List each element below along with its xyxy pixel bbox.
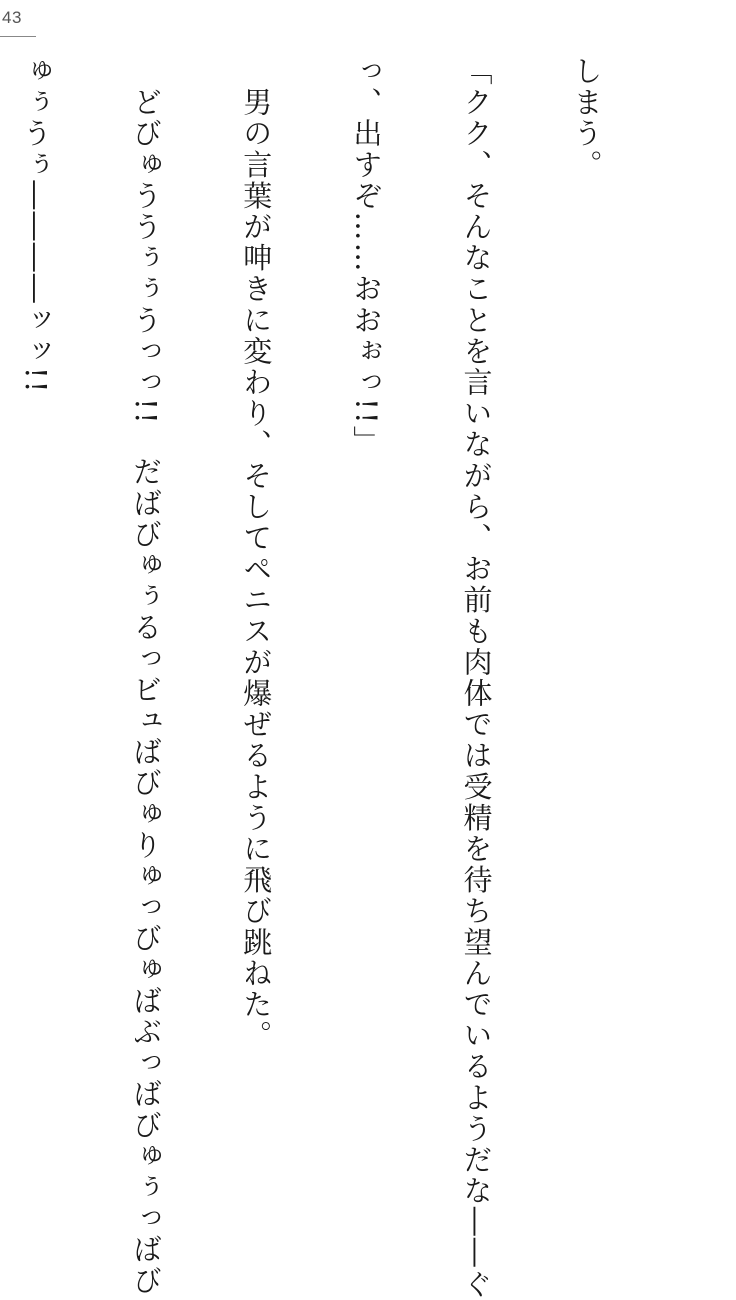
text-line: 「クク、そんなことを言いながら、お前も肉体では受精を待ち望んでいるようだな――ぐ — [459, 56, 494, 1300]
text-line: どびゅううぅぅうっっ!! だばびゅぅるっビュばびゅりゅっびゅばぶっばびゅぅっばび — [129, 56, 164, 1297]
vertical-body-text — [0, 56, 678, 1300]
page-number: 43 — [2, 8, 22, 27]
text-line: っ、出すぞ……おおぉっ!!」 — [349, 56, 384, 457]
text-line: しまう。 — [569, 56, 604, 181]
text-line: ゅぅうぅ――――ッッ!! — [19, 56, 54, 395]
text-line: 男の言葉が呻きに変わり、そしてペニスが爆ぜるように飛び跳ねた。 — [239, 56, 274, 1052]
page-number-rule — [0, 36, 36, 37]
